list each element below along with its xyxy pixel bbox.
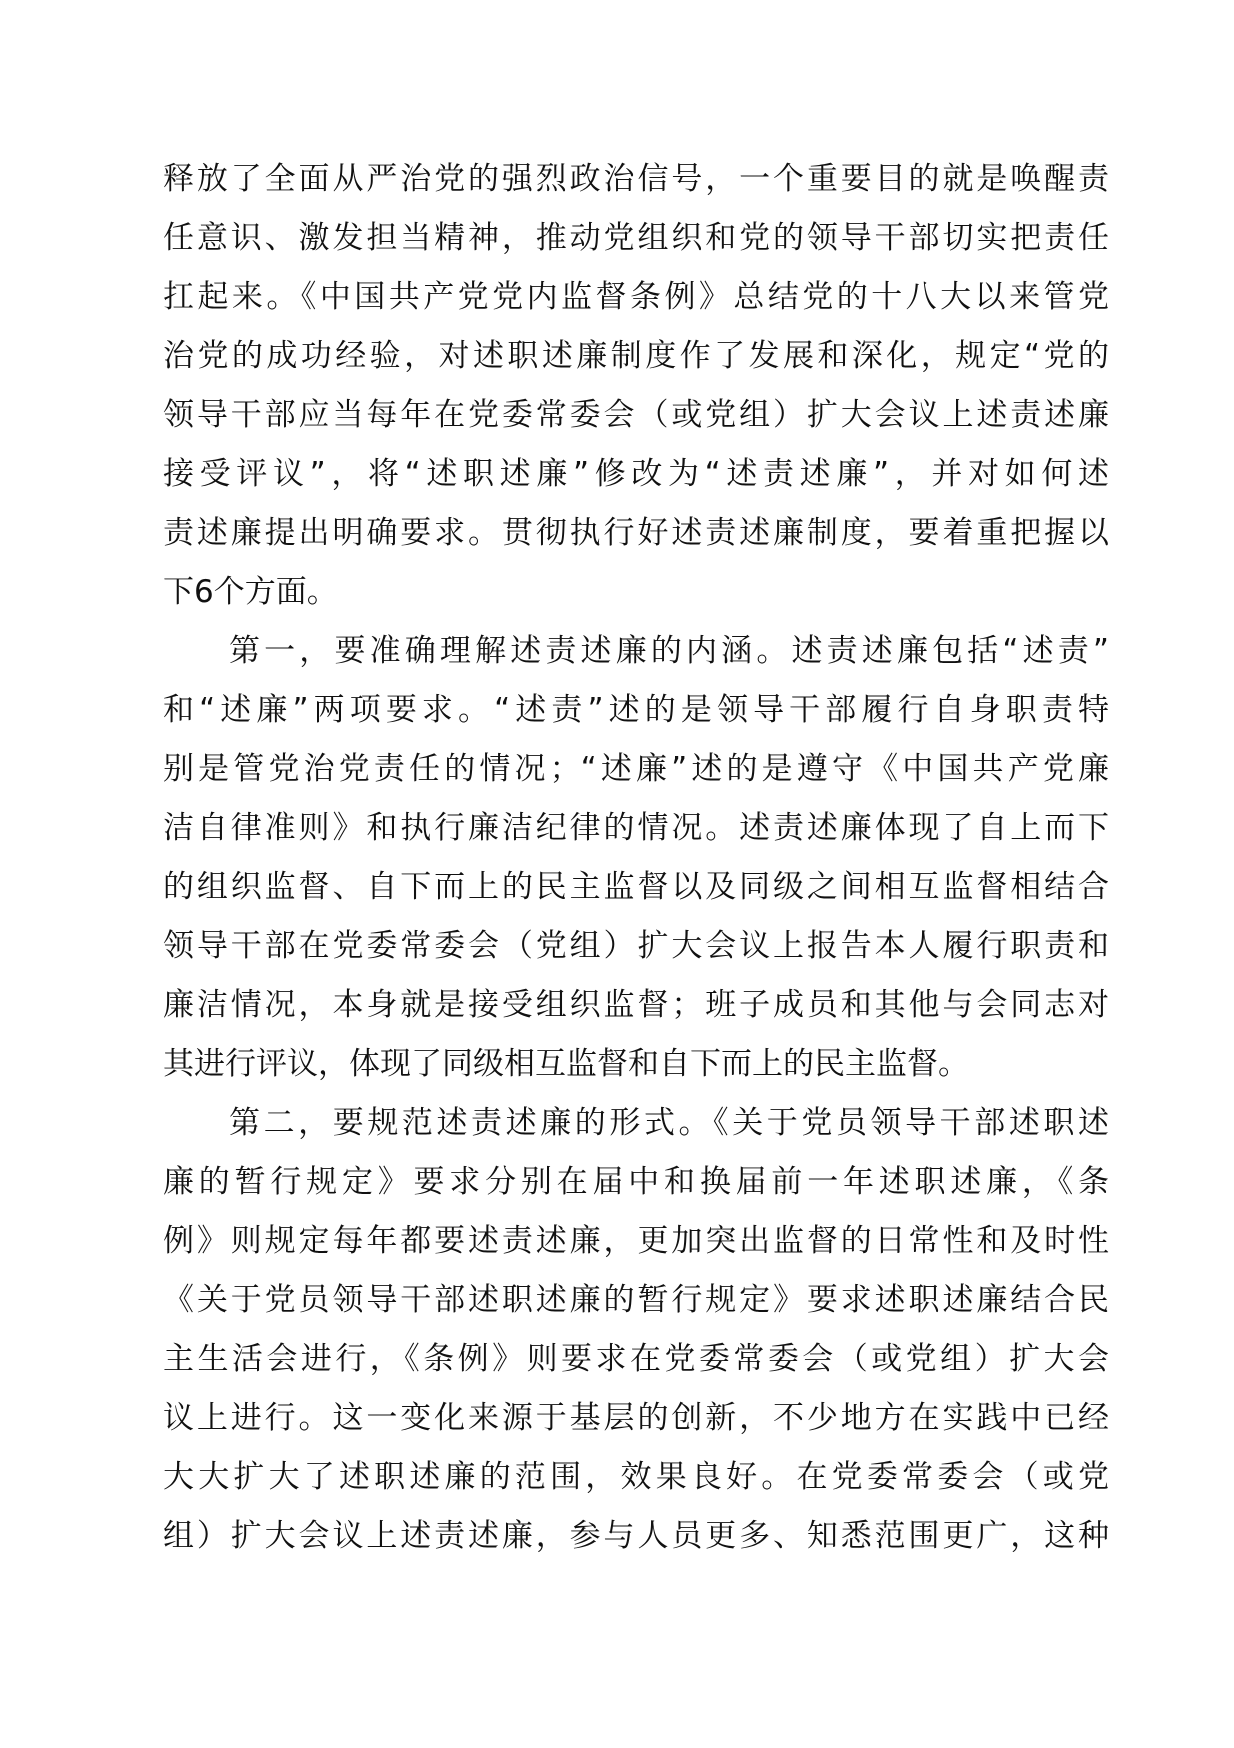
text-line: 接受评议”，将“述职述廉”修改为“述责述廉”，并对如何述: [163, 456, 1109, 492]
text-line: 主生活会进行，《条例》则要求在党委常委会（或党组）扩大会: [163, 1341, 1109, 1377]
text-line: 的组织监督、自下而上的民主监督以及同级之间相互监督相结合: [163, 869, 1109, 905]
text-line: 例》则规定每年都要述责述廉，更加突出监督的日常性和及时性: [163, 1223, 1109, 1259]
text-line: 议上进行。这一变化来源于基层的创新，不少地方在实践中已经: [163, 1400, 1109, 1436]
text-line: 领导干部在党委常委会（党组）扩大会议上报告本人履行职责和: [163, 928, 1109, 964]
text-line: 任意识、激发担当精神，推动党组织和党的领导干部切实把责任: [163, 220, 1109, 256]
text-line: 和“述廉”两项要求。“述责”述的是领导干部履行自身职责特: [163, 692, 1109, 728]
text-line: 领导干部应当每年在党委常委会（或党组）扩大会议上述责述廉: [163, 397, 1109, 433]
paragraph-first-line: 第二，要规范述责述廉的形式。《关于党员领导干部述职述: [229, 1105, 1109, 1141]
text-line: 责述廉提出明确要求。贯彻执行好述责述廉制度，要着重把握以: [163, 515, 1109, 551]
text-line: 洁自律准则》和执行廉洁纪律的情况。述责述廉体现了自上而下: [163, 810, 1109, 846]
text-line: 释放了全面从严治党的强烈政治信号，一个重要目的就是唤醒责: [163, 161, 1109, 197]
text-line: 下6个方面。: [163, 574, 338, 610]
paragraph-first-line: 第一，要准确理解述责述廉的内涵。述责述廉包括“述责”: [229, 633, 1109, 669]
text-line: 廉洁情况，本身就是接受组织监督；班子成员和其他与会同志对: [163, 987, 1109, 1023]
text-line: 《关于党员领导干部述职述廉的暂行规定》要求述职述廉结合民: [163, 1282, 1109, 1318]
body-text: [163, 150, 1109, 1566]
text-line: 扛起来。《中国共产党党内监督条例》总结党的十八大以来管党: [163, 279, 1109, 315]
text-line: 治党的成功经验，对述职述廉制度作了发展和深化，规定“党的: [163, 338, 1109, 374]
text-line: 其进行评议，体现了同级相互监督和自下而上的民主监督。: [163, 1046, 969, 1082]
text-line: 廉的暂行规定》要求分别在届中和换届前一年述职述廉，《条: [163, 1164, 1109, 1200]
text-line: 别是管党治党责任的情况；“述廉”述的是遵守《中国共产党廉: [163, 751, 1109, 787]
text-line: 大大扩大了述职述廉的范围，效果良好。在党委常委会（或党: [163, 1459, 1109, 1495]
text-line: 组）扩大会议上述责述廉，参与人员更多、知悉范围更广，这种: [163, 1518, 1109, 1554]
